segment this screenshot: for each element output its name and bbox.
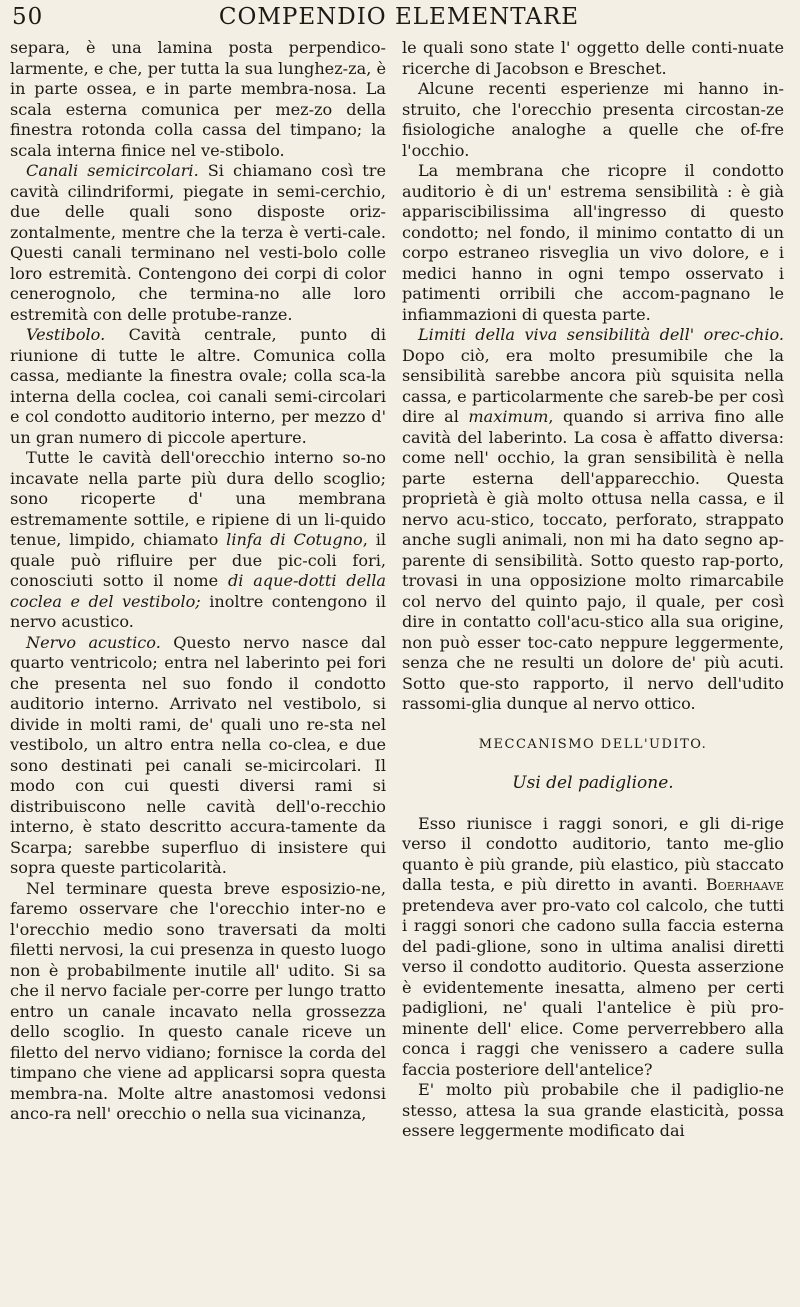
page-number: 50 [12,4,44,30]
term-vestibolo: Vestibolo. [26,325,106,344]
paragraph-canali-semicircolari: Canali semicircolari. Si chiamano così tre cavità cilindriformi, piegate in semi-cerchio, due delle quali sono disposte oriz-zontalmente, mentre che la terza è verti-cale. Questi canali terminano nel vesti-bolo colle loro estremità. Contengono dei corpi di color cenerognolo, che termina-no alle loro estremità con delle protube-ranze. [10,161,386,324]
right-column [402,38,784,1299]
paragraph-filetti-nervosi: Nel terminare questa breve esposizio-ne, faremo osservare che l'orecchio inter-no e l'orecchio medio sono traversati da molti filetti nervosi, la cui presenza in questo luogo non è probabilmente inutile all' udito. Si sa che il nervo faciale per-corre per lungo tratto entro un canale incavato nella grossezza dello scoglio. In questo canale riceve un filetto del nervo vidiano; fornisce la corda del timpano che viene ad applicarsi sopra questa membra-na. Molte altre anastomosi vedonsi anco-ra nell' orecchio o nella sua vicinanza, [10,878,386,1123]
paragraph-esperienze: Alcune recenti esperienze mi hanno in-struito, che l'orecchio presenta circostan-ze fisiologiche analoghe a quelle che of-fre l'occhio. [402,79,784,160]
left-column [10,38,386,1299]
term-canali-semicircolari: Canali semicircolari. [26,161,199,180]
page-header [12,2,786,36]
paragraph-membrana: La membrana che ricopre il condotto auditorio è di un' estrema sensibilità : è già appariscibilissima all'ingresso di questo condotto; nel fondo, il minimo contatto di un corpo estraneo risveglia un vivo dolore, e i medici hanno in ogni tempo osservato i patimenti orribili che accom-pagnano le infiammazioni di questa parte. [402,161,784,324]
section-heading: MECCANISMO DELL'UDITO. [478,736,708,752]
paragraph-padiglione: Esso riunisce i raggi sonori, e gli di-rige verso il condotto auditorio, tanto me-glio quanto è più grande, più elastico, più staccato dalla testa, e più diretto in avanti. Boerhaave pretendeva aver pro-vato col calcolo, che tutti i raggi sonori che cadono sulla faccia esterna del padi-glione, sono in ultima analisi diretti verso il condotto auditorio. Questa asserzione è evidentemente inesatta, almeno per certi padiglioni, ne' quali l'antelice è più pro-minente dell' elice. Come perverrebbero alla conca i raggi che venissero a cadere sulla faccia posteriore dell'antelice? [402,813,784,1079]
term-limiti-sensibilita: Limiti della viva sensibilità dell' orec-chio. [418,325,784,344]
term-nervo-acustico: Nervo acustico. [26,632,161,652]
paragraph-limiti-sensibilita: Limiti della viva sensibilità dell' orec-chio. Dopo ciò, era molto presumibile che la sensibilità sarebbe ancora più squisita nella cassa, e particolarmente che sareb-be per così dire al maximum, quando si arriva fino alle cavità del laberinto. La cosa è affatto diversa: come nell' occhio, la gran sensibilità è nella parte esterna dell'apparecchio. Questa proprietà è già molto ottusa nella cassa, e il nervo acu-stico, toccato, perforato, strappato anche sugli animali, non mi ha dato segno ap-parente di sensibilità. Sotto questo rap-porto, trovasi in una opposizione molto rimarcabile col nervo del quinto pajo, il quale, per così dire in contatto coll'acu-stico alla sua origine, non può esser toc-cato neppure leggermente, senza che ne resulti un dolore de' più acuti. Sotto que-sto rapporto, il nervo dell'udito rassomi-glia dunque al nervo ottico. [402,325,784,713]
name-boerhaave: Boerhaave [705,875,784,894]
paragraph-elasticita: E' molto più probabile che il padiglio-ne stesso, attesa la sua grande elasticità, possa essere leggermente modificato dai [402,1080,784,1140]
paragraph-scala: separa, è una lamina posta perpendico-larmente, e che, per tutta la sua lunghez-za, è in parte ossea, e in parte membra-nosa. La scala esterna comunica per mez-zo della finestra rotonda colla cassa del timpano; la scala interna finice nel ve-stibolo. [10,38,386,160]
paragraph-vestibolo: Vestibolo. Cavità centrale, punto di riunione di tutte le altre. Comunica colla cassa, mediante la finestra ovale; colla sca-la interna della coclea, coi canali semi-circolari e col condotto auditorio interno, per mezzo d' un gran numero di piccole aperture. [10,325,386,447]
term-maximum: maximum [468,407,549,426]
paragraph-cavita-orecchio: Tutte le cavità dell'orecchio interno so-no incavate nella parte più dura dello scoglio; sono ricoperte d' una membrana estremamente sottile, e ripiene di un li-quido tenue, limpido, chiamato linfa di Cotugno, il quale può rifluire per due pic-coli fori, conosciuti sotto il nome di aque-dotti della coclea e del vestibolo; inoltre contengono il nervo acustico. [10,448,386,631]
paragraph-nervo-acustico: Nervo acustico. Questo nervo nasce dal quarto ventricolo; entra nel laberinto pei fori che presenta nel suo fondo il condotto auditorio interno. Arrivato nel vestibolo, si divide in molti rami, de' quali uno re-sta nel vestibolo, un altro entra nella co-clea, e due sono destinati pei canali se-micircolari. Il modo con cui questi diversi rami si distribuiscono nelle cavità dell'o-recchio interno, è stato descritto accura-tamente da Scarpa; sarebbe superfluo di insistere qui sopra queste particolarità. [10,632,386,877]
term-aquedotti: di aque-dotti della coclea e del vestibolo; [10,571,386,611]
paragraph-jacobson: le quali sono state l' oggetto delle conti-nuate ricerche di Jacobson e Breschet. [402,38,784,78]
term-linfa-di-cotugno: linfa di Cotugno [226,530,363,549]
running-title: COMPENDIO ELEMENTARE [218,4,580,30]
subsection-heading: Usi del padiglione. [512,773,674,793]
